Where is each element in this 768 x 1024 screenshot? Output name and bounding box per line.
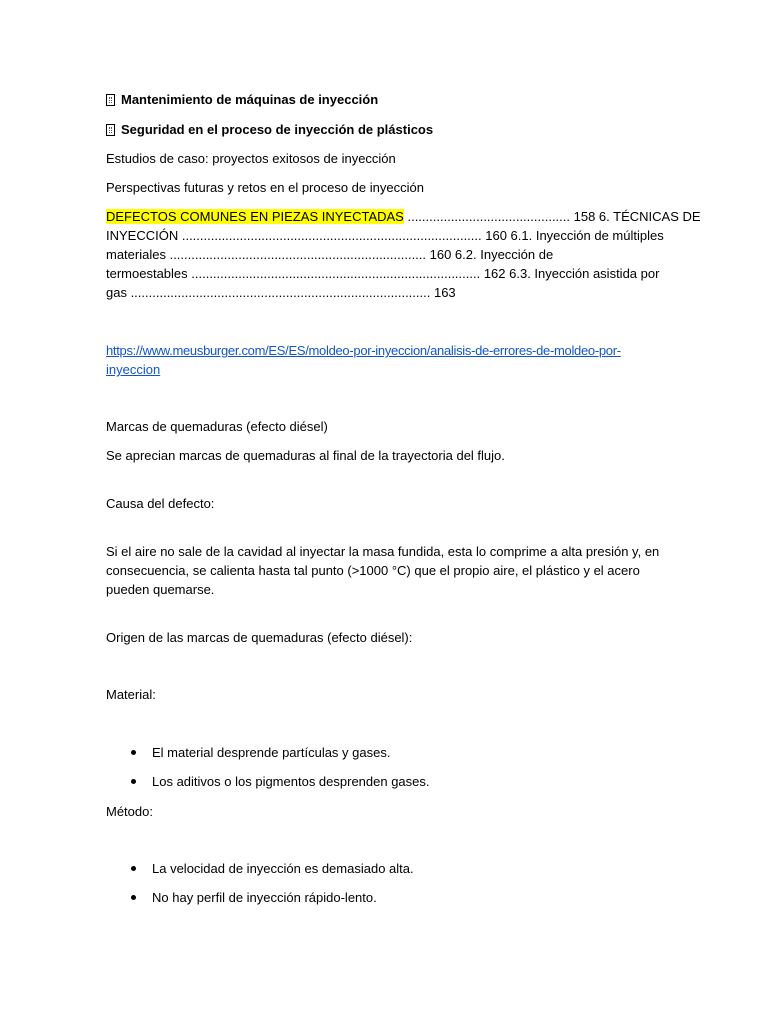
list-item-text: No hay perfil de inyección rápido-lento.	[152, 890, 377, 905]
future-line: Perspectivas futuras y retos en el proceso de inyección	[106, 180, 424, 195]
toc-line-1	[106, 207, 701, 226]
toc-line-2: INYECCIÓN ................................................................................... 160 6.1. Inyección de múltiples	[106, 228, 664, 243]
bullet-icon	[131, 895, 136, 900]
reference-link-block	[106, 341, 646, 379]
toc-highlighted-title: DEFECTOS COMUNES EN PIEZAS INYECTADAS	[106, 209, 404, 224]
material-label: Material:	[106, 687, 156, 702]
toc-line-1-rest: ............................................. 158 6. TÉCNICAS DE	[403, 209, 701, 224]
reference-link-line-2[interactable]: inyeccion	[106, 362, 161, 377]
cause-text-line-2: consecuencia, se calienta hasta tal punto (>1000 °C) que el propio aire, el plástico y el acero	[106, 563, 640, 578]
list-item	[106, 859, 646, 878]
table-of-contents	[106, 207, 701, 302]
burn-marks-title: Marcas de quemaduras (efecto diésel)	[106, 419, 328, 434]
heading-safety	[106, 120, 433, 139]
toc-line-5: gas ................................................................................... 163	[106, 285, 456, 300]
cause-text-line-1: Si el aire no sale de la cavidad al inyectar la masa fundida, esta lo comprime a alta presión y, en	[106, 544, 660, 559]
bullet-icon	[131, 779, 136, 784]
cause-paragraph	[106, 542, 666, 599]
method-list	[106, 859, 646, 907]
heading-maintenance	[106, 90, 378, 109]
list-item-text: Los aditivos o los pigmentos desprenden gases.	[152, 774, 430, 789]
cause-text-line-3: pueden quemarse.	[106, 582, 215, 597]
case-studies-line: Estudios de caso: proyectos exitosos de inyección	[106, 151, 396, 166]
heading-safety-text: Seguridad en el proceso de inyección de plásticos	[121, 122, 434, 137]
toc-line-3: materiales ....................................................................... 160 6.2. Inyección de	[106, 247, 554, 262]
toc-line-4: termoestables ................................................................................ 162 6.3. Inyección asistida por	[106, 266, 660, 281]
list-item	[106, 743, 646, 762]
cause-label: Causa del defecto:	[106, 496, 215, 511]
burn-marks-description: Se aprecian marcas de quemaduras al final de la trayectoria del flujo.	[106, 448, 505, 463]
heading-maintenance-text: Mantenimiento de máquinas de inyección	[121, 92, 379, 107]
list-item-text: El material desprende partículas y gases.	[152, 745, 391, 760]
bullet-icon	[131, 750, 136, 755]
list-item	[106, 888, 646, 907]
reference-link-line-1[interactable]: https://www.meusburger.com/ES/ES/moldeo-por-inyeccion/analisis-de-errores-de-moldeo-por-	[106, 343, 621, 358]
bullet-icon	[131, 866, 136, 871]
material-list	[106, 743, 646, 791]
missing-glyph-icon	[106, 124, 115, 136]
list-item-text: La velocidad de inyección es demasiado alta.	[152, 861, 414, 876]
method-label: Método:	[106, 804, 153, 819]
list-item	[106, 772, 646, 791]
missing-glyph-icon	[106, 94, 115, 106]
origin-label: Origen de las marcas de quemaduras (efecto diésel):	[106, 630, 413, 645]
